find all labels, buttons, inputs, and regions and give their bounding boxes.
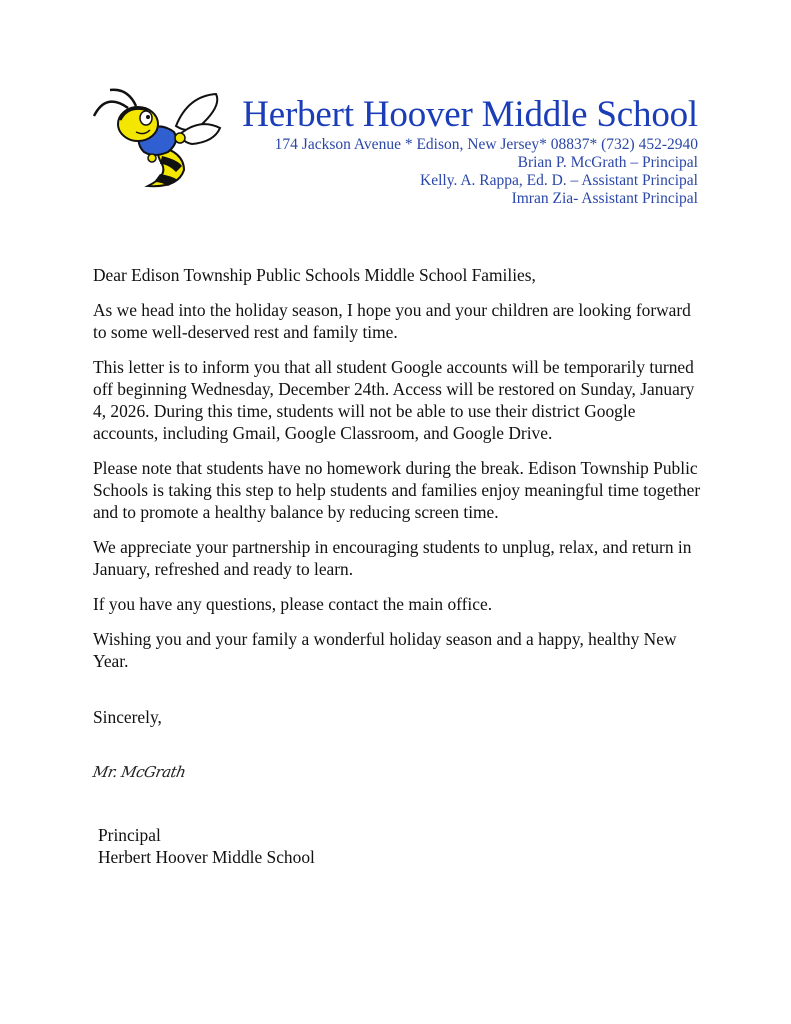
paragraph: If you have any questions, please contact the main office. — [93, 594, 493, 614]
paragraph: We appreciate your partnership in encouraging students to unplug, relax, and return in January, refreshed and ready to learn. — [93, 537, 692, 579]
school-address: 174 Jackson Avenue * Edison, New Jersey* 08837* (732) 452-2940 — [274, 136, 698, 153]
signer-title: Principal — [98, 825, 161, 845]
staff-principal: Brian P. McGrath – Principal — [517, 154, 698, 171]
paragraph: As we head into the holiday season, I hope you and your children are looking forward to some well-deserved rest and family time. — [93, 300, 691, 342]
sign-off: Sincerely, — [93, 707, 162, 727]
letter-body — [93, 264, 703, 685]
letterhead — [242, 94, 698, 208]
signature: Mr. McGrath — [91, 763, 188, 781]
school-name: Herbert Hoover Middle School — [242, 94, 698, 135]
paragraph: Wishing you and your family a wonderful holiday season and a happy, healthy New Year. — [93, 629, 677, 671]
staff-assistant-principal-1: Kelly. A. Rappa, Ed. D. – Assistant Principal — [420, 172, 698, 189]
bee-mascot-icon — [88, 86, 228, 190]
staff-assistant-principal-2: Imran Zia- Assistant Principal — [511, 190, 698, 207]
paragraph: Please note that students have no homework during the break. Edison Township Public Schools is taking this step to help students and families enjoy meaningful time together and to promote a healthy balance by reducing screen time. — [93, 458, 701, 522]
signature-block — [98, 824, 315, 868]
signer-organization: Herbert Hoover Middle School — [98, 847, 315, 867]
salutation: Dear Edison Township Public Schools Middle School Families, — [93, 265, 536, 285]
paragraph: This letter is to inform you that all student Google accounts will be temporarily turned off beginning Wednesday, December 24th. Access will be restored on Sunday, January 4, 2026. During this time, students will not be able to use their district Google accounts, including Gmail, Google Classroom, and Google Drive. — [93, 357, 695, 443]
